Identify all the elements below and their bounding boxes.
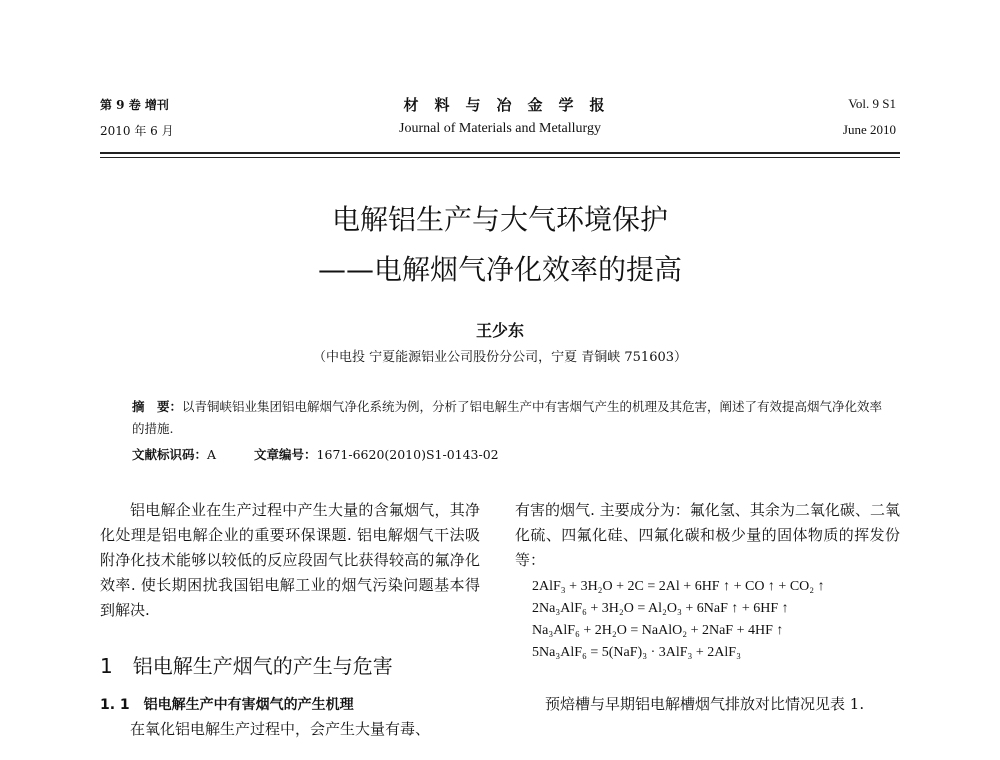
left-sub-paragraph: 在氧化铝电解生产过程中，会产生大量有毒、	[130, 720, 431, 738]
article-no: 1671-6620(2010)S1-0143-02	[316, 447, 499, 462]
right-intro-paragraph: 有害的烟气. 主要成分为：氟化氢、其余为二氧化碳、二氧化硫、四氟化硅、四氟化碳和极少量的固体物质的挥发份等：	[515, 501, 900, 569]
abstract-text: 以青铜峡铝业集团铝电解烟气净化系统为例，分析了铝电解生产中有害烟气产生的机理及其危害，阐述了有效提高烟气净化效率的措施.	[132, 399, 883, 436]
doc-code-label: 文献标识码：	[132, 447, 208, 462]
equations	[532, 576, 900, 664]
header-rule-top	[100, 152, 900, 154]
journal-title-cn: 材料与冶金学报	[403, 96, 621, 114]
equation-1: 2AlF₃ + 3H₂O + 2C = 2Al + 6HF ↑ + CO ↑ + CO₂ ↑	[532, 579, 825, 594]
author-affiliation: （中电投 宁夏能源铝业公司股份分公司，宁夏 青铜峡 751603）	[312, 350, 688, 365]
volume-date: June 2010	[842, 122, 896, 137]
abstract	[132, 396, 892, 440]
issue-date: 2010 年 6 月	[100, 124, 174, 138]
doc-code: A	[207, 447, 217, 462]
subsection11-title: 1. 1 铝电解生产中有害烟气的产生机理	[100, 697, 354, 713]
paper-title-line1: 电解铝生产与大气环境保护	[331, 203, 668, 236]
journal-title-en: Journal of Materials and Metallurgy	[399, 121, 601, 136]
equation-4: 5Na₃AlF₆ = 5(NaF)₃ · 3AlF₃ + 2AlF₃	[532, 645, 741, 660]
author-name: 王少东	[475, 321, 524, 340]
equation-3: Na₃AlF₆ + 2H₂O = NaAlO₂ + 2NaF + 4HF ↑	[532, 623, 784, 638]
volume-label: Vol. 9 S1	[848, 96, 896, 111]
equation-2: 2Na₃AlF₆ + 3H₂O = Al₂O₃ + 6NaF ↑ + 6HF ↑	[532, 601, 789, 616]
section1-title: 1 铝电解生产烟气的产生与危害	[100, 654, 393, 678]
left-intro-paragraph: 铝电解企业在生产过程中产生大量的含氟烟气，其净化处理是铝电解企业的重要环保课题. 铝电解烟气干法吸附净化技术能够以较低的反应段固气比获得较高的氟净化效率. 使长期困扰我国铝电解工业的烟气污染问题基本得到解决.	[100, 501, 480, 619]
left-sub-text	[100, 717, 480, 742]
right-intro	[515, 498, 900, 573]
doc-codes	[132, 444, 892, 466]
header-rule-bottom	[100, 157, 900, 158]
abstract-label: 摘 要：	[132, 399, 183, 414]
left-intro	[100, 498, 480, 623]
article-no-label: 文章编号：	[254, 447, 317, 462]
right-after-eq	[515, 692, 900, 717]
issue-label: 第 9 卷 增刊	[100, 98, 169, 112]
right-after-eq-paragraph: 预焙槽与早期铝电解槽烟气排放对比情况见表 1.	[545, 695, 865, 713]
paper-title-line2: ——电解烟气净化效率的提高	[317, 253, 682, 286]
